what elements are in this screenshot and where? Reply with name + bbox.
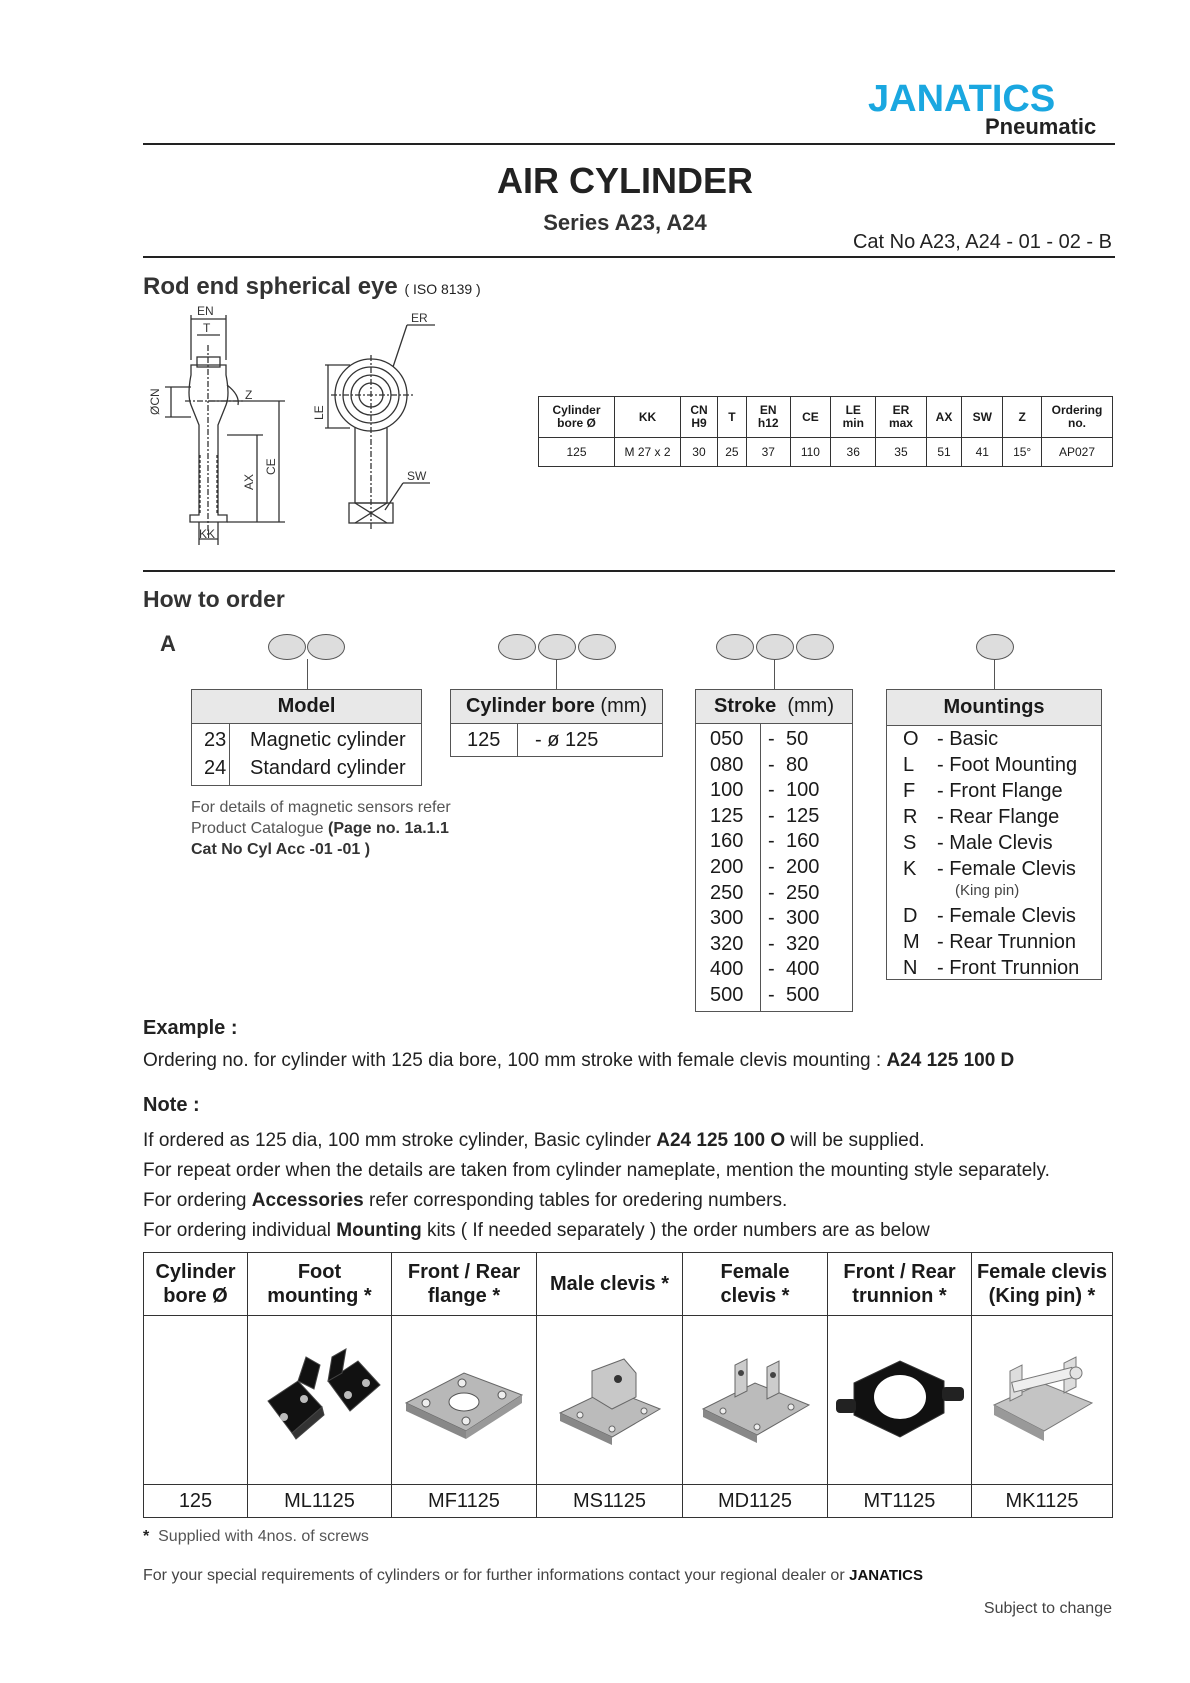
model-code: 23 (204, 729, 227, 751)
kits-image-row (144, 1316, 1113, 1485)
spec-header-cell: AX (926, 397, 962, 438)
kits-header-cell: Female clevis * (683, 1253, 828, 1316)
mounting-code: O (903, 728, 919, 750)
spec-header-cell: Cylinder bore Ø (539, 397, 615, 438)
foot-mounting-image (248, 1316, 392, 1485)
kits-cell: ML1125 (248, 1485, 392, 1518)
stroke-dash: - (768, 907, 775, 930)
spec-cell: 15° (1003, 438, 1042, 467)
model-box (191, 689, 422, 786)
kits-header-row (144, 1253, 1113, 1316)
model-title: Model (192, 690, 421, 724)
spec-header-cell: Ordering no. (1042, 397, 1113, 438)
rod-end-spec-table (538, 396, 1113, 467)
stroke-value: 200 (786, 856, 820, 878)
bore-code: 125 (467, 729, 501, 751)
stroke-value: 125 (786, 804, 820, 827)
stroke-value: 50 (786, 728, 809, 750)
kits-header-cell: Foot mounting * (248, 1253, 392, 1316)
footnote: * Supplied with 4nos. of screws (143, 1528, 369, 1545)
mounting-desc: - Rear Trunnion (937, 931, 1076, 953)
spec-cell: 25 (717, 438, 746, 467)
bore-desc: - ø 125 (535, 729, 599, 751)
label-sw: SW (407, 469, 427, 483)
stroke-value: 80 (786, 753, 809, 776)
mounting-desc: - Male Clevis (937, 832, 1053, 854)
spec-cell: M 27 x 2 (615, 438, 681, 467)
bore-slot-1 (498, 634, 536, 660)
catalog-number: Cat No A23, A24 - 01 - 02 - B (852, 231, 1112, 253)
mounting-desc: - Rear Flange (937, 806, 1060, 828)
stroke-connector (774, 659, 775, 689)
stroke-value: 320 (786, 932, 820, 955)
flange-image (392, 1316, 537, 1485)
stroke-value: 400 (786, 958, 820, 981)
stroke-dash: - (768, 779, 775, 802)
footer-contact: For your special requirements of cylinders or for further informations contact your regional dealer or JANATICS (143, 1567, 924, 1584)
stroke-value: 300 (786, 907, 820, 930)
rod-end-diagram (145, 305, 455, 550)
kits-header-cell: Male clevis * (537, 1253, 683, 1316)
example-text: Ordering no. for cylinder with 125 dia bore, 100 mm stroke with female clevis mounting : A24 125 100 D (143, 1050, 1015, 1071)
label-t: T (203, 321, 211, 335)
mounting-slot (976, 634, 1014, 660)
mounting-desc: - Female Clevis (937, 905, 1076, 927)
mounting-desc: - Female Clevis (937, 858, 1076, 880)
bore-connector (556, 659, 557, 689)
header-divider (143, 143, 1115, 145)
brand-logo: JANATICS (868, 78, 1056, 120)
spec-header-row (539, 397, 1113, 438)
bore-title: Cylinder bore (mm) (451, 690, 662, 724)
kits-header-cell: Front / Rear trunnion * (828, 1253, 972, 1316)
mounting-code: R (903, 806, 918, 828)
stroke-dash: - (768, 984, 775, 1006)
mounting-kits-table (143, 1252, 1113, 1518)
stroke-code: 080 (710, 753, 744, 776)
label-er: ER (411, 311, 428, 325)
stroke-dash: - (768, 804, 775, 827)
brand-subtitle: Pneumatic (985, 114, 1097, 139)
spec-cell: 30 (681, 438, 718, 467)
label-z: Z (245, 388, 253, 402)
spec-header-cell: KK (615, 397, 681, 438)
mounting-desc: - Foot Mounting (937, 754, 1078, 776)
kits-cell: MF1125 (392, 1485, 537, 1518)
kits-cell: MT1125 (828, 1485, 972, 1518)
spec-cell: 37 (746, 438, 790, 467)
spec-cell: 110 (790, 438, 831, 467)
model-slot-2 (307, 634, 345, 660)
label-en: EN (197, 305, 214, 318)
stroke-dash: - (768, 856, 775, 878)
female-clevis-image (683, 1316, 828, 1485)
title-divider (143, 256, 1115, 258)
kits-header-cell: Female clevis (King pin) * (972, 1253, 1113, 1316)
stroke-slot-2 (756, 634, 794, 660)
stroke-value: 500 (786, 984, 820, 1006)
mounting-desc: - Front Trunnion (937, 957, 1080, 979)
mounting-desc: - Front Flange (937, 780, 1063, 802)
stroke-code: 200 (710, 856, 744, 878)
stroke-title: Stroke (mm) (696, 690, 852, 724)
stroke-dash: - (768, 932, 775, 955)
spec-cell: 125 (539, 438, 615, 467)
section-divider (143, 570, 1115, 572)
bore-slot-3 (578, 634, 616, 660)
spec-cell: 41 (962, 438, 1003, 467)
mounting-code: F (903, 780, 916, 802)
page-title: AIR CYLINDER (496, 160, 753, 201)
stroke-value: 250 (786, 881, 820, 904)
how-to-order-heading: How to order (143, 586, 285, 612)
stroke-code: 320 (710, 932, 744, 955)
spec-header-cell: SW (962, 397, 1003, 438)
female-clevis-king-pin-image (972, 1316, 1113, 1485)
label-cn: ØCN (148, 388, 162, 415)
rod-end-heading: Rod end spherical eye ( ISO 8139 ) (143, 273, 481, 300)
mountings-title: Mountings (887, 690, 1101, 726)
model-col-divider (229, 724, 230, 785)
male-clevis-image (537, 1316, 683, 1485)
stroke-code: 125 (710, 804, 744, 827)
stroke-code: 050 (710, 728, 744, 750)
stroke-slot-1 (716, 634, 754, 660)
stroke-code: 160 (710, 830, 744, 853)
spec-cell: 35 (876, 438, 926, 467)
series-subtitle: Series A23, A24 (543, 210, 707, 235)
subject-to-change: Subject to change (983, 1600, 1112, 1617)
mounting-code: K (903, 858, 917, 880)
stroke-dash: - (768, 881, 775, 904)
mounting-code: L (903, 754, 915, 776)
stroke-dash: - (768, 728, 775, 750)
kits-cell: MK1125 (972, 1485, 1113, 1518)
kits-cell: MS1125 (537, 1485, 683, 1518)
example-heading: Example : (143, 1017, 238, 1039)
kits-cell: MD1125 (683, 1485, 828, 1518)
label-le: LE (312, 405, 326, 420)
mounting-desc: - Basic (937, 728, 999, 750)
model-desc: Magnetic cylinder (250, 729, 406, 751)
stroke-code: 250 (710, 881, 744, 904)
mounting-code: D (903, 905, 918, 927)
kits-header-cell: Front / Rear flange * (392, 1253, 537, 1316)
model-slot-1 (268, 634, 306, 660)
stroke-box (695, 689, 853, 1012)
spec-cell: AP027 (1042, 438, 1113, 467)
note-heading: Note : (143, 1094, 200, 1116)
stroke-slot-3 (796, 634, 834, 660)
stroke-value: 160 (786, 830, 820, 853)
spec-data-row (539, 438, 1113, 467)
spec-cell: 51 (926, 438, 962, 467)
stroke-col-divider (760, 724, 761, 1011)
trunnion-image (828, 1316, 972, 1485)
kits-header-cell: Cylinder bore Ø (144, 1253, 248, 1316)
mounting-subnote: (King pin) (955, 882, 1020, 899)
spec-header-cell: Z (1003, 397, 1042, 438)
stroke-code: 100 (710, 779, 744, 802)
stroke-code: 300 (710, 907, 744, 930)
empty-image-cell (144, 1316, 248, 1485)
label-kk: KK (199, 527, 216, 541)
kits-cell: 125 (144, 1485, 248, 1518)
mounting-code: N (903, 957, 918, 979)
bore-slot-2 (538, 634, 576, 660)
stroke-dash: - (768, 753, 775, 776)
spec-header-cell: LE min (831, 397, 876, 438)
bore-col-divider (517, 724, 518, 756)
bore-box (450, 689, 663, 757)
note-body: If ordered as 125 dia, 100 mm stroke cylinder, Basic cylinder A24 125 100 O will be supplied. For repeat order when the details are taken from cylinder nameplate, mention the mounting style separately. For ordering Accessories refer corresponding tables for oredering numbers. For ordering individual Mounting kits ( If needed separately ) the order numbers are as below (143, 1130, 1050, 1241)
spec-header-cell: T (717, 397, 746, 438)
stroke-dash: - (768, 958, 775, 981)
spec-header-cell: EN h12 (746, 397, 790, 438)
model-desc: Standard cylinder (250, 757, 406, 779)
model-connector (307, 659, 308, 689)
mountings-box (886, 689, 1102, 980)
kits-value-row (144, 1485, 1113, 1518)
label-ax: AX (242, 473, 256, 490)
stroke-dash: - (768, 830, 775, 853)
spec-header-cell: CN H9 (681, 397, 718, 438)
mounting-code: S (903, 832, 917, 854)
spec-header-cell: CE (790, 397, 831, 438)
model-code: 24 (204, 757, 227, 779)
order-prefix: A (160, 631, 176, 656)
spec-header-cell: ER max (876, 397, 926, 438)
spec-cell: 36 (831, 438, 876, 467)
footer-brand: JANATICS (849, 1567, 924, 1584)
stroke-code: 400 (710, 958, 744, 981)
stroke-code: 500 (710, 984, 744, 1006)
mounting-code: M (903, 931, 920, 953)
label-ce: CE (264, 458, 278, 475)
model-note: For details of magnetic sensors refer Product Catalogue (Page no. 1a.1.1 Cat No Cyl Acc -01 -01 ) (191, 799, 451, 858)
mounting-connector (994, 659, 995, 689)
stroke-value: 100 (786, 779, 820, 802)
